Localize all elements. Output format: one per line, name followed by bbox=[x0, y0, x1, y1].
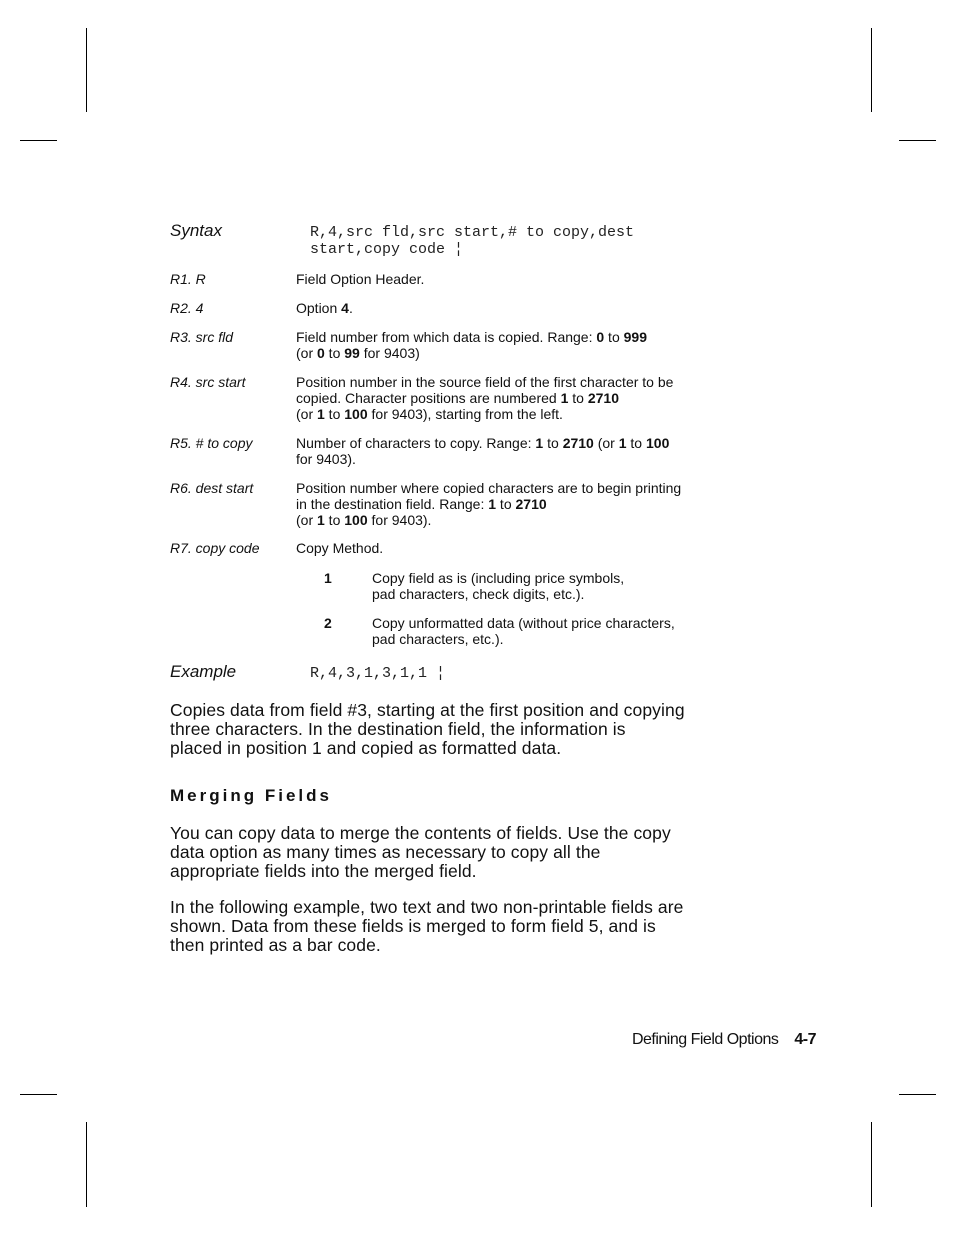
desc-line: Copy field as is (including price symbols, bbox=[372, 570, 625, 586]
crop-mark bbox=[899, 140, 936, 141]
param-label: R3. src fld bbox=[170, 329, 234, 345]
text: copied. Character positions are numbered bbox=[296, 390, 561, 406]
merge-paragraph bbox=[170, 898, 740, 955]
text: to bbox=[568, 390, 588, 406]
bold-value: 0 bbox=[596, 329, 605, 345]
bold-value: 1 bbox=[560, 390, 569, 406]
paragraph-line: placed in position 1 and copied as formatted data. bbox=[170, 738, 562, 758]
example-paragraph bbox=[170, 701, 740, 758]
desc-line: pad characters, etc.). bbox=[372, 631, 504, 647]
paragraph-line: shown. Data from these fields is merged to form field 5, and is bbox=[170, 916, 656, 936]
crop-mark bbox=[20, 1094, 57, 1095]
param-label: R7. copy code bbox=[170, 540, 260, 556]
example-code: R,4,3,1,3,1,1 ¦ bbox=[310, 665, 446, 682]
desc-line: Position number where copied characters are to begin printing bbox=[296, 480, 682, 496]
bold-value: 0 bbox=[317, 345, 325, 361]
desc-line bbox=[296, 345, 736, 361]
crop-mark bbox=[86, 1122, 87, 1207]
desc-line: for 9403). bbox=[296, 451, 356, 467]
syntax-code bbox=[310, 224, 634, 258]
text: Number of characters to copy. Range: bbox=[296, 435, 536, 451]
crop-mark bbox=[871, 28, 872, 112]
desc-line bbox=[296, 435, 736, 451]
param-label: R2. 4 bbox=[170, 300, 204, 316]
bold-value: 999 bbox=[623, 329, 647, 345]
param-desc: Field Option Header. bbox=[296, 271, 425, 287]
crop-mark bbox=[20, 140, 57, 141]
option-number: 2 bbox=[324, 615, 332, 631]
desc-line: Copy unformatted data (without price characters, bbox=[372, 615, 675, 631]
desc-line bbox=[296, 329, 736, 345]
page-footer bbox=[632, 1031, 816, 1049]
bold-value: 1 bbox=[535, 435, 544, 451]
param-label: R1. R bbox=[170, 271, 206, 287]
bold-value: 1 bbox=[488, 496, 497, 512]
bold-value: 2710 bbox=[562, 435, 594, 451]
param-label: R4. src start bbox=[170, 374, 246, 390]
text: to bbox=[604, 329, 624, 345]
text: . bbox=[348, 300, 353, 316]
paragraph-line: three characters. In the destination field, the information is bbox=[170, 719, 626, 739]
text: (or bbox=[296, 406, 317, 422]
bold-value: 100 bbox=[344, 406, 368, 422]
example-label: Example bbox=[170, 662, 237, 681]
crop-mark bbox=[899, 1094, 936, 1095]
text: (or bbox=[593, 435, 619, 451]
param-label: R5. # to copy bbox=[170, 435, 253, 451]
section-heading: Merging Fields bbox=[170, 786, 332, 805]
text: for 9403) bbox=[359, 345, 420, 361]
desc-line: pad characters, check digits, etc.). bbox=[372, 586, 585, 602]
bold-value: 99 bbox=[344, 345, 360, 361]
param-desc bbox=[296, 374, 736, 422]
text: for 9403). bbox=[367, 512, 432, 528]
option-desc bbox=[372, 615, 732, 647]
bold-value: 2710 bbox=[587, 390, 620, 406]
crop-mark bbox=[86, 28, 87, 112]
param-label: R6. dest start bbox=[170, 480, 254, 496]
bold-value: 1 bbox=[317, 406, 325, 422]
syntax-label: Syntax bbox=[170, 221, 222, 240]
text: (or bbox=[296, 512, 317, 528]
bold-value: 4 bbox=[341, 300, 349, 316]
bold-value: 1 bbox=[618, 435, 627, 451]
text: to bbox=[324, 345, 345, 361]
text: to bbox=[324, 406, 345, 422]
bold-value: 100 bbox=[646, 435, 670, 451]
paragraph-line: then printed as a bar code. bbox=[170, 935, 381, 955]
desc-line bbox=[296, 390, 736, 406]
text: to bbox=[626, 435, 646, 451]
crop-mark bbox=[871, 1122, 872, 1207]
text: for 9403), starting from the left. bbox=[367, 406, 563, 422]
param-desc: Copy Method. bbox=[296, 540, 384, 556]
text: Option bbox=[296, 300, 342, 316]
param-desc bbox=[296, 329, 736, 361]
bold-value: 2710 bbox=[515, 496, 547, 512]
merge-paragraph bbox=[170, 824, 740, 881]
desc-line bbox=[296, 512, 736, 528]
footer-title: Defining Field Options bbox=[631, 1031, 779, 1048]
text: Field number from which data is copied. Range: bbox=[296, 329, 597, 345]
param-desc bbox=[296, 300, 736, 316]
param-desc bbox=[296, 480, 736, 528]
paragraph-line: In the following example, two text and two non-printable fields are bbox=[170, 897, 684, 917]
syntax-code-line: start,copy code ¦ bbox=[310, 241, 464, 258]
text: to bbox=[496, 496, 516, 512]
bold-value: 100 bbox=[344, 512, 368, 528]
syntax-code-line: R,4,src fld,src start,# to copy,dest bbox=[310, 224, 635, 241]
desc-line bbox=[296, 406, 736, 422]
text: to bbox=[543, 435, 563, 451]
bold-value: 1 bbox=[317, 512, 325, 528]
paragraph-line: appropriate fields into the merged field. bbox=[170, 861, 477, 881]
paragraph-line: Copies data from field #3, starting at the first position and copying bbox=[170, 700, 685, 720]
desc-line bbox=[296, 496, 736, 512]
text: (or bbox=[296, 345, 317, 361]
page-number: 4-7 bbox=[794, 1031, 816, 1048]
desc-line: Position number in the source field of the first character to be bbox=[296, 374, 674, 390]
text: to bbox=[324, 512, 345, 528]
param-desc bbox=[296, 435, 736, 467]
option-number: 1 bbox=[324, 570, 332, 586]
paragraph-line: data option as many times as necessary to copy all the bbox=[170, 842, 601, 862]
option-desc bbox=[372, 570, 732, 602]
text: in the destination field. Range: bbox=[296, 496, 489, 512]
paragraph-line: You can copy data to merge the contents of fields. Use the copy bbox=[170, 823, 671, 843]
